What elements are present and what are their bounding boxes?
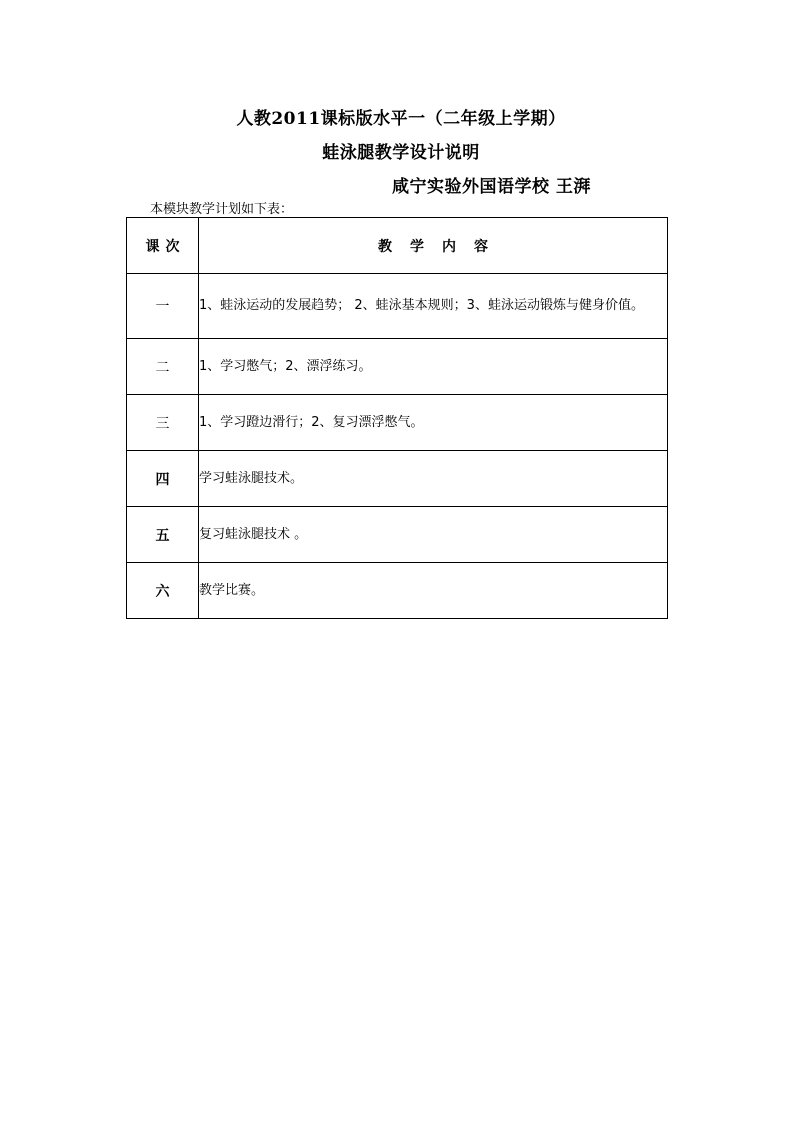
intro-text: 本模块教学计划如下表： — [150, 202, 294, 217]
document-subtitle: 蛙泳腿教学设计说明 — [322, 143, 480, 163]
lesson-number: 四 — [127, 451, 199, 507]
table-header-row — [127, 218, 668, 274]
author-line: 咸宁实验外国语学校 王湃 — [392, 177, 591, 197]
lesson-number: 二 — [127, 339, 199, 395]
table-row — [127, 451, 668, 507]
teaching-plan-table — [126, 217, 668, 619]
header-lesson: 课次 — [127, 218, 199, 274]
document-title: 人教2011课标版水平一（二年级上学期） — [236, 109, 566, 129]
lesson-number: 三 — [127, 395, 199, 451]
lesson-number: 一 — [127, 274, 199, 339]
table-row — [127, 507, 668, 563]
table-row — [127, 274, 668, 339]
table-row — [127, 339, 668, 395]
table-row — [127, 563, 668, 619]
lesson-content: 教学比赛。 — [199, 563, 668, 619]
lesson-content: 1、学习蹬边滑行；2、复习漂浮憋气。 — [199, 395, 668, 451]
lesson-content: 学习蛙泳腿技术。 — [199, 451, 668, 507]
table-row — [127, 395, 668, 451]
lesson-content: 1、蛙泳运动的发展趋势； 2、蛙泳基本规则；3、蛙泳运动锻炼与健身价值。 — [199, 274, 668, 339]
lesson-number: 六 — [127, 563, 199, 619]
lesson-content: 1、学习憋气；2、漂浮练习。 — [199, 339, 668, 395]
lesson-number: 五 — [127, 507, 199, 563]
header-content: 教学内容 — [199, 218, 668, 274]
lesson-content: 复习蛙泳腿技术 。 — [199, 507, 668, 563]
